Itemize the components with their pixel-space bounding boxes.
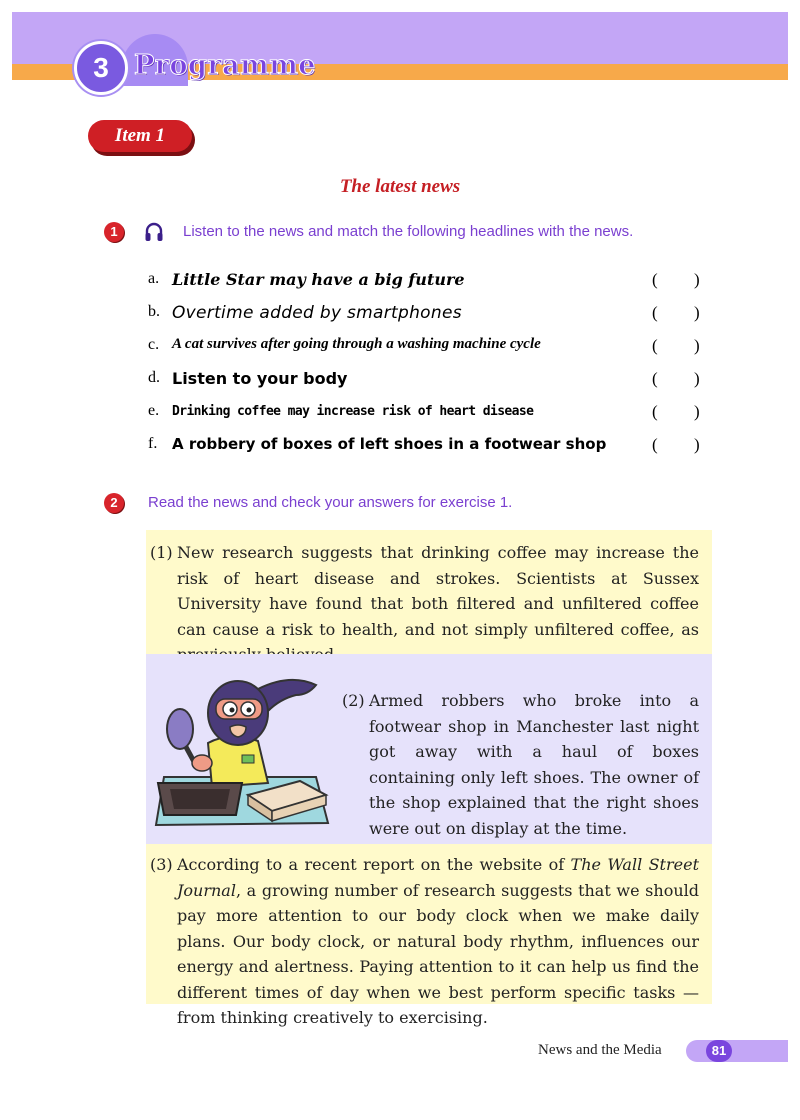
answer-close: ) xyxy=(694,402,700,421)
news-text-after: , a growing number of research suggests that we should pay more attention to our body clock when we make daily plans. Our body clock, or natural body rhythm, influences our energy and alertness. Paying attention to it can help us find the different times of day when we best perform specific tasks — from thinking creatively to exercising. xyxy=(177,880,699,1027)
news-item-3 xyxy=(150,852,700,1031)
unit-title: Programme xyxy=(134,50,316,81)
headline-c xyxy=(148,336,708,366)
answer-close: ) xyxy=(694,435,700,454)
headline-a xyxy=(148,270,708,300)
headline-letter: c. xyxy=(148,336,160,353)
answer-open: ( xyxy=(652,402,658,421)
robber-illustration xyxy=(150,665,335,835)
headline-text: Drinking coffee may increase risk of heart disease xyxy=(172,404,534,419)
news-number: (1) xyxy=(150,543,173,562)
headline-letter: a. xyxy=(148,270,160,287)
newspaper-title: The Wall Street Journal xyxy=(177,855,700,900)
headline-text: A cat survives after going through a washing machine cycle xyxy=(172,336,541,352)
answer-open: ( xyxy=(652,270,658,289)
answer-open: ( xyxy=(652,336,658,355)
exercise-2-number: 2 xyxy=(104,493,124,513)
answer-close: ) xyxy=(694,336,700,355)
news-number: (2) xyxy=(342,691,365,710)
headline-letter: f. xyxy=(148,435,158,452)
headline-f xyxy=(148,435,708,465)
answer-open: ( xyxy=(652,435,658,454)
headline-text: Overtime added by smartphones xyxy=(172,303,462,323)
headline-text: A robbery of boxes of left shoes in a footwear shop xyxy=(172,435,607,453)
footer-tab xyxy=(686,1040,788,1062)
headphones-icon xyxy=(144,221,164,243)
headline-text: Listen to your body xyxy=(172,369,348,388)
page-number: 81 xyxy=(706,1040,732,1062)
news-text-before: According to a recent report on the website of xyxy=(177,855,571,874)
exercise-1-number: 1 xyxy=(104,222,124,242)
news-item-2 xyxy=(342,688,699,841)
headline-letter: b. xyxy=(148,303,160,320)
news-text: Armed robbers who broke into a footwear shop in Manchester last night got away with a haul of boxes containing only left shoes. The owner of the shop explained that the right shoes were out on display at the time. xyxy=(369,691,699,838)
headline-letter: e. xyxy=(148,402,160,419)
unit-number: 3 xyxy=(74,41,128,95)
answer-open: ( xyxy=(652,369,658,388)
headline-e xyxy=(148,402,708,432)
exercise-2-instruction: Read the news and check your answers for exercise 1. xyxy=(148,494,513,511)
headline-b xyxy=(148,303,708,333)
section-title: The latest news xyxy=(339,176,461,197)
headline-text: Little Star may have a big future xyxy=(172,270,465,289)
news-item-1 xyxy=(150,540,699,668)
news-text: New research suggests that drinking coffee may increase the risk of heart disease and strokes. Scientists at Sussex University have found that both filtered and unfiltered coffee can cause a risk to health, and not simply unfiltered coffee, as xyxy=(177,543,699,639)
answer-close: ) xyxy=(694,369,700,388)
headline-d xyxy=(148,369,708,399)
answer-close: ) xyxy=(694,303,700,322)
answer-close: ) xyxy=(694,270,700,289)
exercise-1-instruction: Listen to the news and match the following headlines with the news. xyxy=(183,223,634,240)
answer-open: ( xyxy=(652,303,658,322)
footer-unit-title: News and the Media xyxy=(538,1042,662,1058)
headline-letter: d. xyxy=(148,369,160,386)
item-tab: Item 1 xyxy=(88,120,192,152)
news-number: (3) xyxy=(150,855,173,874)
